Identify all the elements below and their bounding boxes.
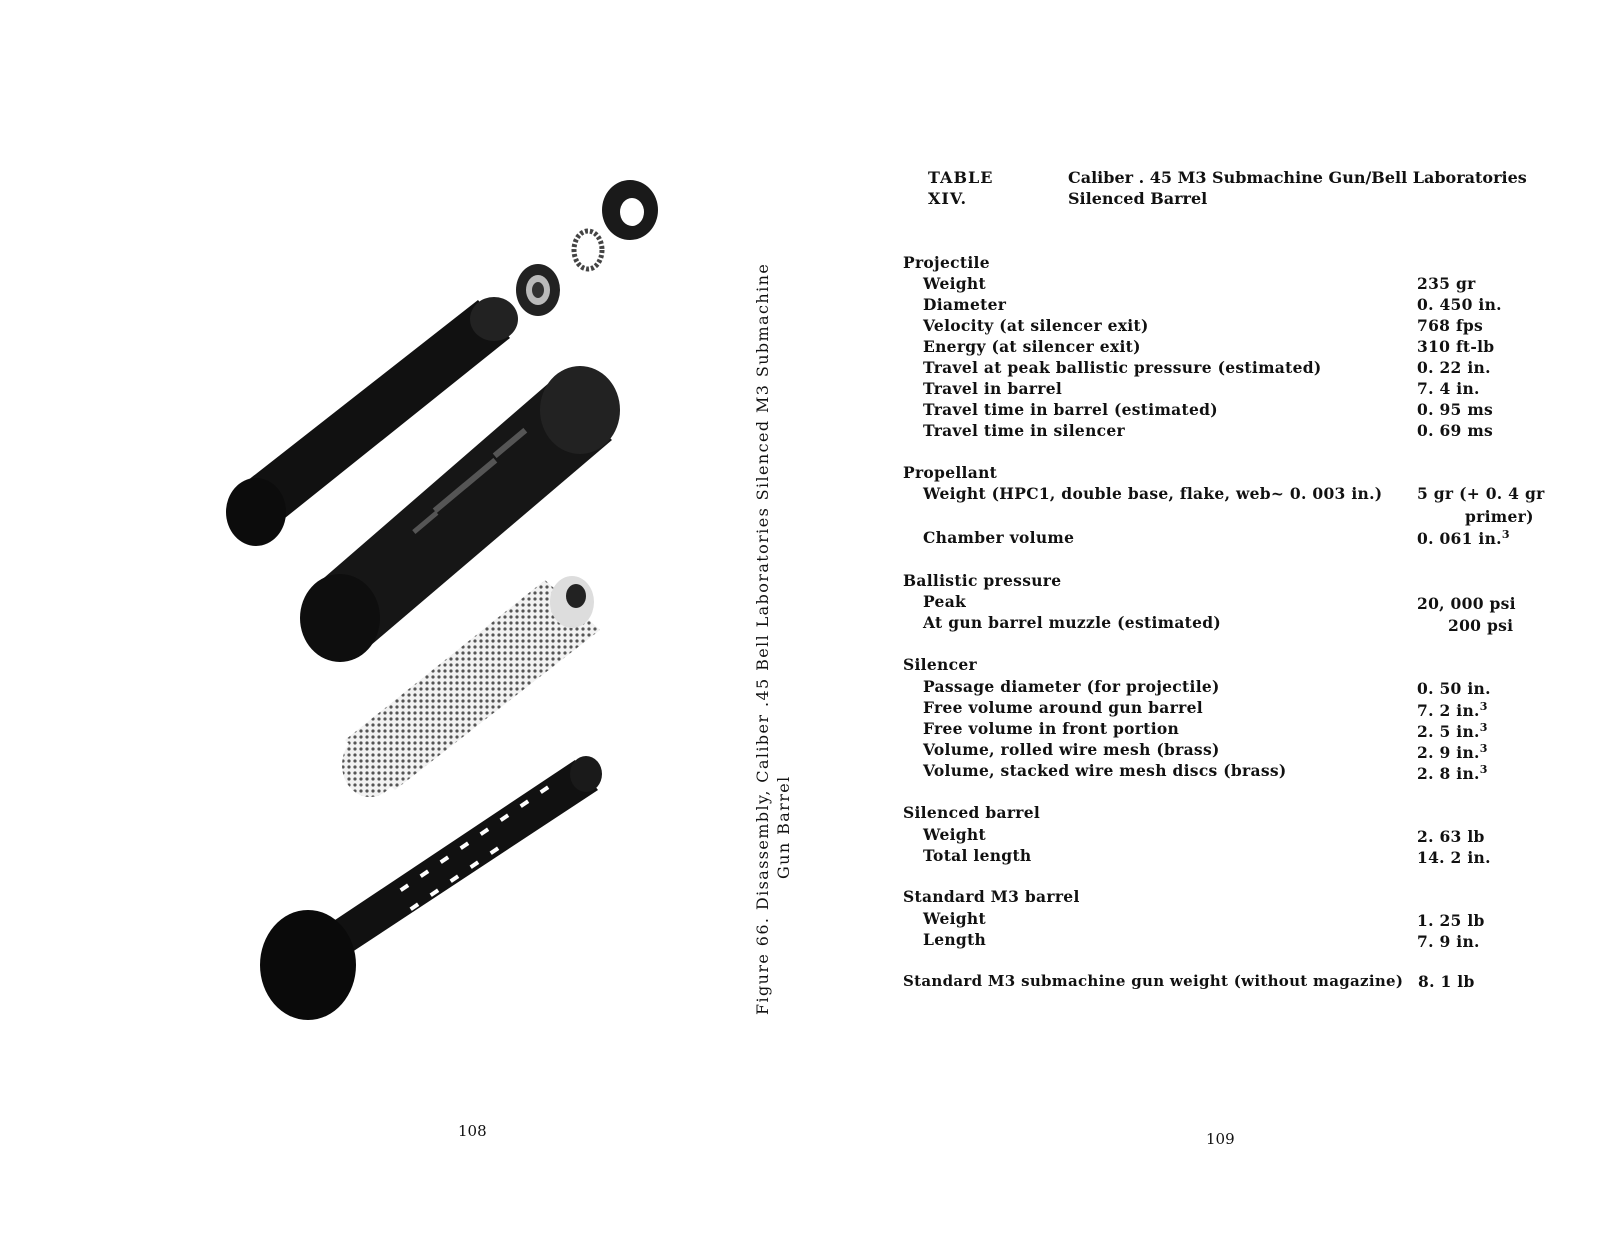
row-label: Travel at peak ballistic pressure (estimated) <box>923 358 1322 377</box>
row-label: Length <box>923 930 987 949</box>
figure-caption-line1: Figure 66. Disassembly, Caliber .45 Bell Laboratories Silenced M3 Submachine <box>753 262 772 1015</box>
row-value: 235 gr <box>1417 274 1476 293</box>
row-value: 200 psi <box>1448 616 1514 635</box>
figure-caption-line2: Gun Barrel <box>774 775 793 879</box>
row-label: Diameter <box>923 295 1007 314</box>
row-value: 0. 22 in. <box>1417 358 1491 377</box>
row-label: Weight (HPC1, double base, flake, web~ 0. 003 in.) <box>923 484 1383 503</box>
row-value: 2. 8 in. <box>1417 764 1480 784</box>
row-label: Volume, rolled wire mesh (brass) <box>923 740 1220 759</box>
row-label: Weight <box>923 909 986 928</box>
row-value: 0. 69 ms <box>1417 421 1494 440</box>
table-title-line2: Silenced Barrel <box>1068 189 1208 208</box>
row-label: Weight <box>923 825 986 844</box>
row-label: Free volume around gun barrel <box>923 698 1203 717</box>
exponent: 3 <box>1501 528 1510 541</box>
row-value: 2. 9 in. <box>1417 743 1480 763</box>
right-page-number: 109 <box>1206 1130 1235 1148</box>
row-label: Travel time in silencer <box>923 421 1126 440</box>
row-value-with-unit <box>1417 528 1510 548</box>
section-heading: Silenced barrel <box>903 803 1041 822</box>
row-value: 310 ft-lb <box>1417 337 1495 356</box>
row-value-continued: primer) <box>1465 507 1534 526</box>
row-value: 7. 2 in. <box>1417 701 1480 721</box>
row-value: 2. 63 lb <box>1417 827 1485 846</box>
row-label: Chamber volume <box>923 528 1075 547</box>
row-value: 0. 450 in. <box>1417 295 1502 314</box>
row-value: 0. 50 in. <box>1417 679 1491 698</box>
row-value: 2. 5 in. <box>1417 722 1480 742</box>
section-heading: Ballistic pressure <box>903 571 1062 590</box>
row-value: 768 fps <box>1417 316 1484 335</box>
row-label: Velocity (at silencer exit) <box>923 316 1149 335</box>
row-value: 5 gr (+ 0. 4 gr <box>1417 484 1545 503</box>
row-label: Peak <box>923 592 967 611</box>
row-value: 7. 4 in. <box>1417 379 1480 398</box>
row-value-with-unit <box>1417 721 1488 741</box>
row-label: Weight <box>923 274 986 293</box>
row-value-with-unit <box>1417 742 1488 762</box>
exponent: 3 <box>1479 700 1488 713</box>
row-label: Total length <box>923 846 1032 865</box>
row-label: Volume, stacked wire mesh discs (brass) <box>923 761 1287 780</box>
row-label: Travel in barrel <box>923 379 1063 398</box>
section-heading: Projectile <box>903 253 990 272</box>
row-value-with-unit <box>1417 763 1488 783</box>
row-value: 0. 061 in. <box>1417 529 1502 549</box>
section-heading: Silencer <box>903 655 977 674</box>
gun-weight-label: Standard M3 submachine gun weight (without magazine) <box>903 972 1404 990</box>
table-title-line1: Caliber . 45 M3 Submachine Gun/Bell Laboratories <box>1068 168 1527 187</box>
row-label: Free volume in front portion <box>923 719 1180 738</box>
row-value: 1. 25 lb <box>1417 911 1485 930</box>
exponent: 3 <box>1479 721 1488 734</box>
row-value: 7. 9 in. <box>1417 932 1480 951</box>
exponent: 3 <box>1479 742 1488 755</box>
gun-weight-value: 8. 1 lb <box>1418 972 1475 991</box>
row-label: Passage diameter (for projectile) <box>923 677 1220 696</box>
row-label: Travel time in barrel (estimated) <box>923 400 1218 419</box>
row-label: Energy (at silencer exit) <box>923 337 1141 356</box>
section-heading: Propellant <box>903 463 998 482</box>
row-value-with-unit <box>1417 700 1488 720</box>
left-page-number: 108 <box>458 1122 487 1140</box>
section-heading: Standard M3 barrel <box>903 887 1080 906</box>
row-value: 14. 2 in. <box>1417 848 1491 867</box>
exponent: 3 <box>1479 763 1488 776</box>
row-value: 20, 000 psi <box>1417 594 1516 613</box>
table-label: TABLE XIV. <box>928 168 994 208</box>
row-value: 0. 95 ms <box>1417 400 1494 419</box>
row-label: At gun barrel muzzle (estimated) <box>923 613 1222 632</box>
